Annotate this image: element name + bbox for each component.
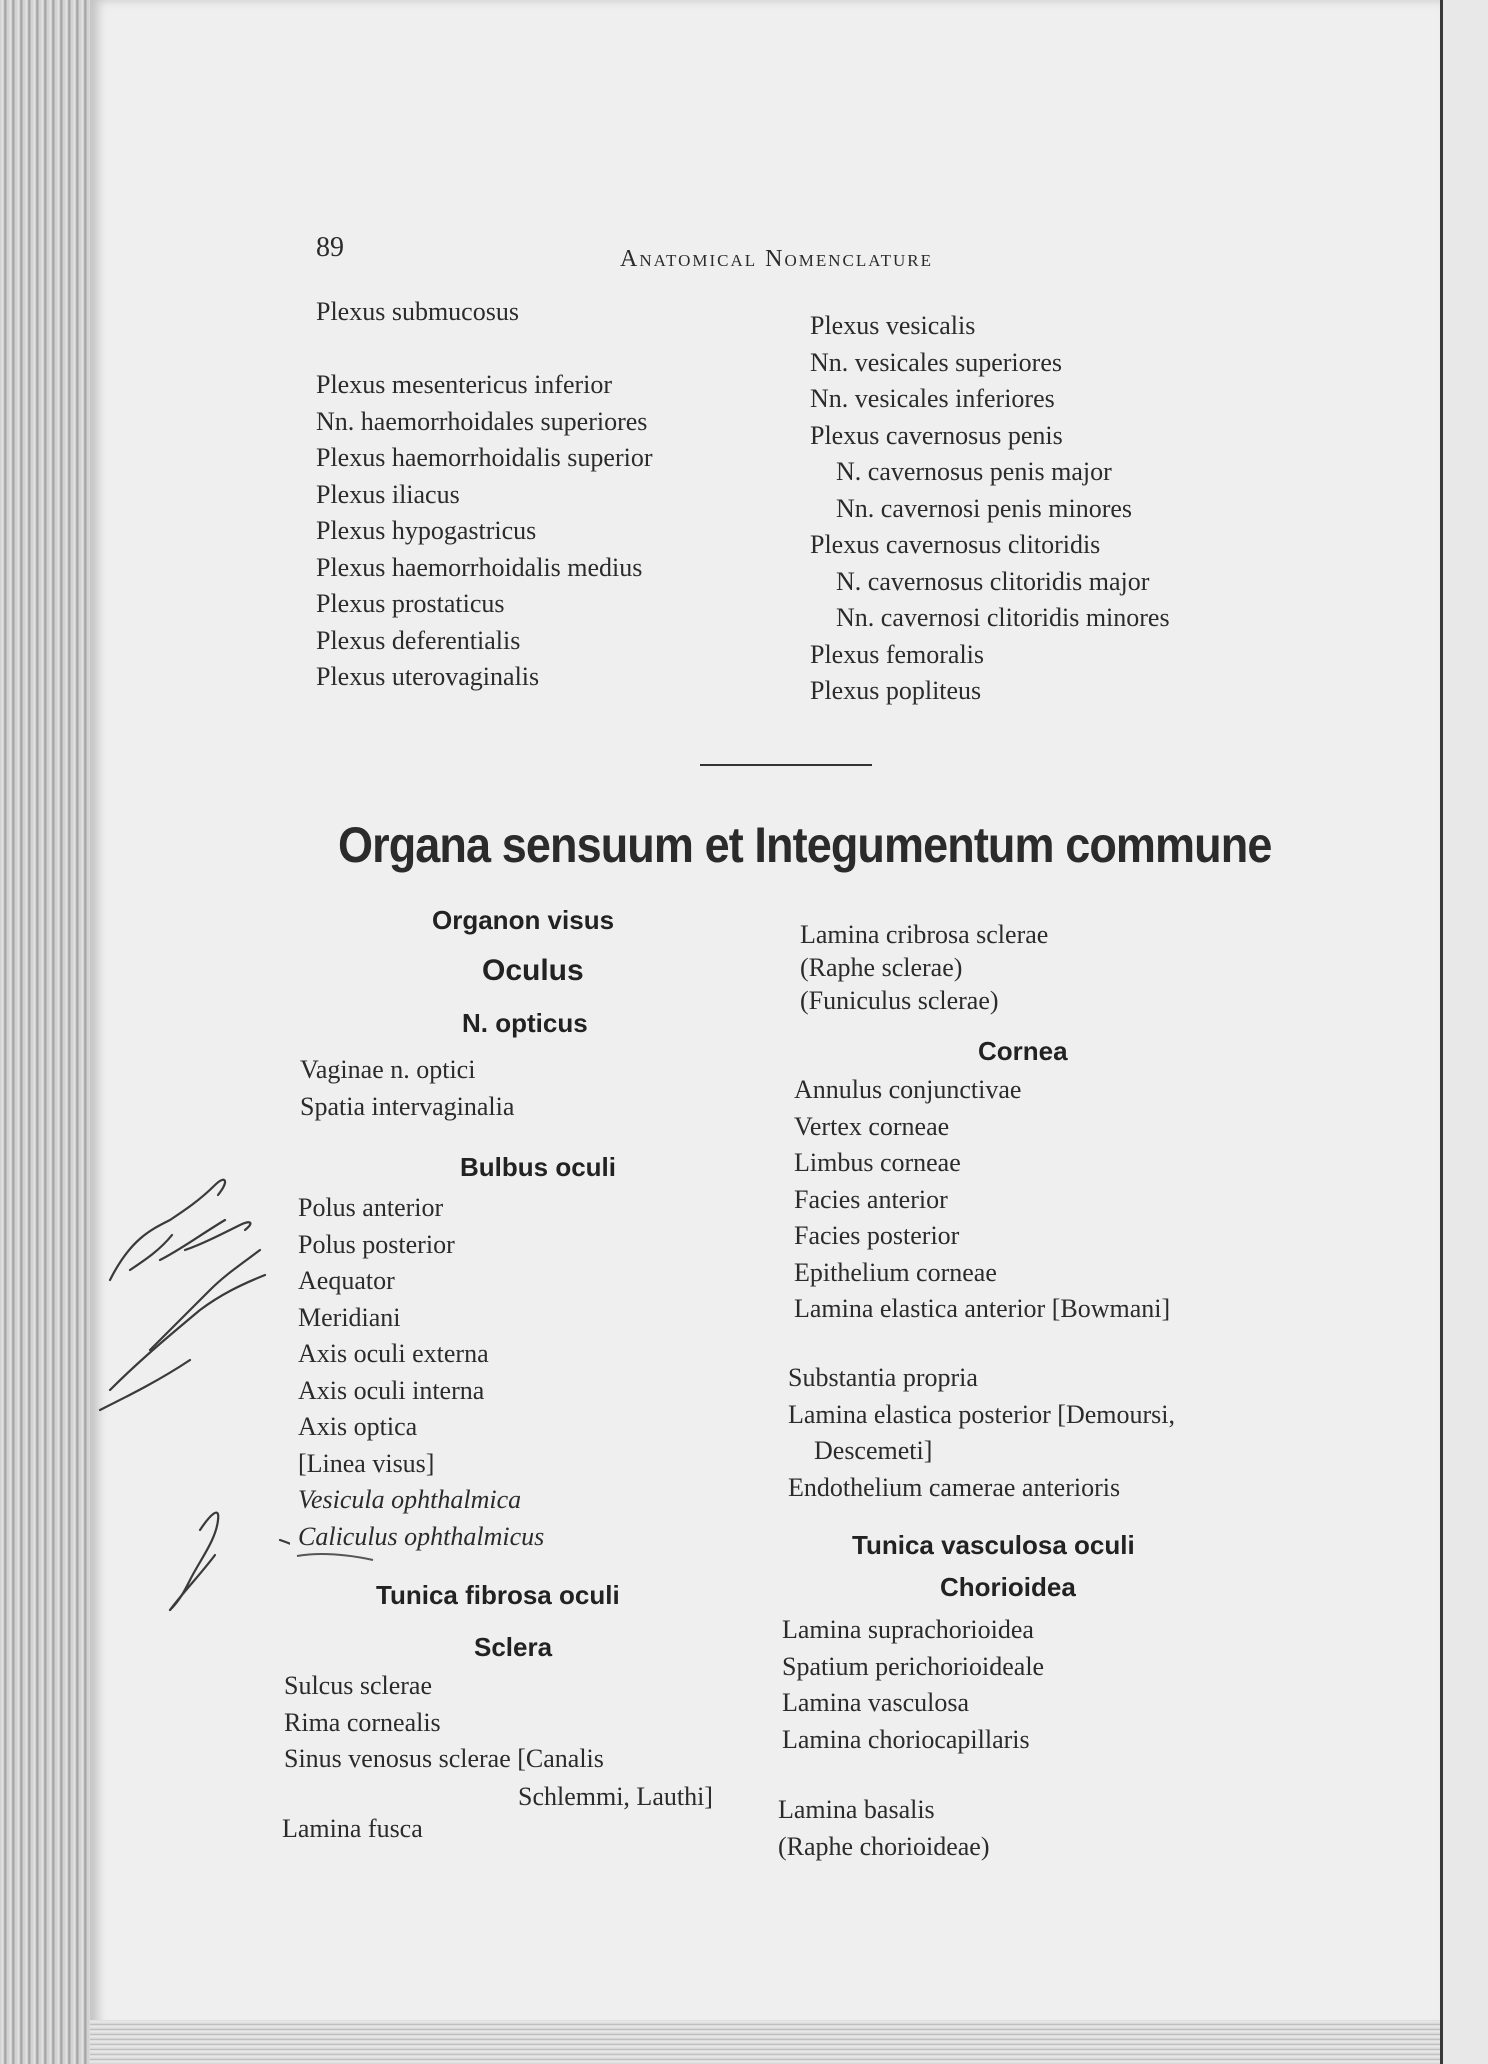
list-item: Sinus venosus sclerae [Canalis <box>284 1744 604 1773</box>
list-item: Plexus cavernosus clitoridis <box>810 530 1101 559</box>
list-item: Polus posterior <box>298 1229 455 1259</box>
list-item: Lamina elastica posterior [Demoursi, <box>788 1399 1175 1429</box>
list-item: Substantia propria <box>788 1363 978 1392</box>
list-item-blank <box>316 331 653 368</box>
list-item: Spatium perichorioideale <box>782 1651 1045 1681</box>
top-right-list <box>810 308 1170 710</box>
list-item: Endothelium camerae anterioris <box>788 1472 1121 1502</box>
list-item: Sulcus sclerae <box>284 1671 433 1700</box>
list-item: Axis optica <box>298 1412 418 1441</box>
book-bottom-edge <box>90 2020 1440 2064</box>
sclera-list <box>284 1668 604 1778</box>
list-item: N. cavernosus clitoridis major <box>836 566 1150 596</box>
section-divider <box>700 764 872 766</box>
cornea-list-2 <box>788 1360 1175 1506</box>
list-item: Plexus iliacus <box>316 479 460 509</box>
heading-chorioidea: Chorioidea <box>940 1572 1076 1602</box>
list-item: (Funiculus sclerae) <box>800 986 999 1015</box>
list-item: Epithelium corneae <box>794 1257 997 1287</box>
list-item: Plexus hypogastricus <box>316 516 537 545</box>
chorioidea-list-2 <box>778 1792 990 1865</box>
list-item-italic: Vesicula ophthalmica <box>298 1485 522 1514</box>
heading-tunica-fibrosa: Tunica fibrosa oculi <box>376 1580 620 1610</box>
list-item: Plexus prostaticus <box>316 589 505 618</box>
list-item: Limbus corneae <box>794 1148 961 1177</box>
heading-n-opticus: N. opticus <box>462 1008 588 1038</box>
chorioidea-list <box>782 1612 1044 1758</box>
list-item: Nn. haemorrhoidales superiores <box>316 406 648 436</box>
top-left-list <box>316 294 653 696</box>
list-item: (Raphe sclerae) <box>800 953 963 982</box>
list-item: Nn. cavernosi penis minores <box>836 493 1133 523</box>
list-item: Plexus haemorrhoidalis medius <box>316 552 643 582</box>
list-item: Nn. vesicales inferiores <box>810 384 1055 413</box>
list-item: Lamina choriocapillaris <box>782 1724 1030 1754</box>
list-item: Lamina fusca <box>282 1814 423 1843</box>
n-opticus-list <box>300 1052 514 1125</box>
list-item-continuation: Schlemmi, Lauthi] <box>518 1782 713 1811</box>
list-item: Vertex corneae <box>794 1111 950 1141</box>
list-item: (Raphe chorioideae) <box>778 1831 990 1861</box>
list-item-continuation: Descemeti] <box>814 1436 933 1465</box>
list-item: Nn. vesicales superiores <box>810 347 1062 377</box>
heading-tunica-vasculosa: Tunica vasculosa oculi <box>852 1530 1135 1560</box>
list-item: Rima cornealis <box>284 1707 441 1737</box>
list-item: Lamina vasculosa <box>782 1688 969 1717</box>
list-item: Polus anterior <box>298 1193 444 1222</box>
list-item: Annulus conjunctivae <box>794 1075 1022 1104</box>
list-item: Plexus haemorrhoidalis superior <box>316 443 653 472</box>
list-item: [Linea visus] <box>298 1448 435 1478</box>
heading-sclera: Sclera <box>474 1632 553 1662</box>
list-item: Aequator <box>298 1266 395 1295</box>
list-item: Axis oculi externa <box>298 1339 489 1368</box>
list-item: Plexus mesentericus inferior <box>316 370 613 399</box>
bulbus-oculi-list <box>298 1190 544 1555</box>
main-title: Organa sensuum et Integumentum commune <box>338 817 1272 873</box>
facing-page-edge <box>1440 0 1488 2064</box>
list-item: Spatia intervaginalia <box>300 1091 515 1121</box>
list-item: N. cavernosus penis major <box>836 457 1112 486</box>
list-item: Plexus uterovaginalis <box>316 662 540 691</box>
list-item: Axis oculi interna <box>298 1375 485 1405</box>
list-item: Facies anterior <box>794 1184 948 1214</box>
page-number: 89 <box>316 232 344 263</box>
list-item: Plexus deferentialis <box>316 625 521 655</box>
list-item: Plexus submucosus <box>316 297 519 326</box>
list-item: Lamina basalis <box>778 1795 935 1824</box>
list-item: Vaginae n. optici <box>300 1055 476 1084</box>
sclera-continued-list <box>800 918 1048 1017</box>
list-item: Lamina cribrosa sclerae <box>800 920 1049 949</box>
list-item: Meridiani <box>298 1302 401 1332</box>
pencil-underline <box>295 1550 375 1564</box>
list-item: Nn. cavernosi clitoridis minores <box>836 603 1170 632</box>
handwritten-margin-notes <box>90 1110 290 1670</box>
cornea-list <box>794 1072 1170 1328</box>
running-title: Anatomical Nomenclature <box>620 246 934 272</box>
list-item: Plexus femoralis <box>810 639 985 669</box>
list-item: Facies posterior <box>794 1221 960 1250</box>
list-item: Lamina suprachorioidea <box>782 1615 1034 1644</box>
heading-cornea: Cornea <box>978 1036 1068 1066</box>
list-item: Lamina elastica anterior [Bowmani] <box>794 1294 1171 1323</box>
list-item: Plexus vesicalis <box>810 311 976 340</box>
heading-organon-visus: Organon visus <box>432 905 615 935</box>
heading-bulbus-oculi: Bulbus oculi <box>460 1152 616 1182</box>
list-item-italic: Caliculus ophthalmicus <box>298 1521 545 1551</box>
list-item: Plexus popliteus <box>810 676 982 705</box>
heading-oculus: Oculus <box>482 954 584 987</box>
list-item: Plexus cavernosus penis <box>810 420 1063 450</box>
